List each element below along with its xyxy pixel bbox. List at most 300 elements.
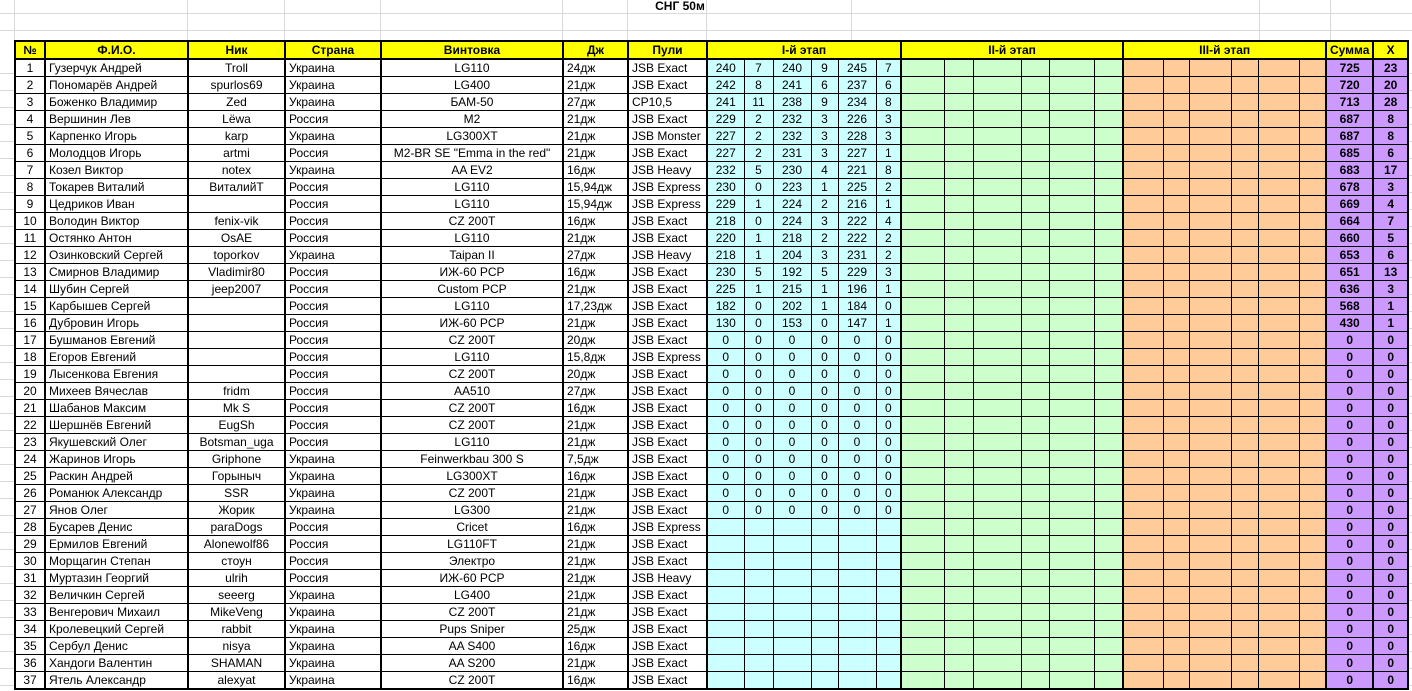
cell-number[interactable]: 34 (15, 621, 45, 638)
cell-joules[interactable]: 24дж (563, 59, 628, 77)
cell-stage1-series3[interactable]: 196 (838, 281, 876, 298)
cell-stage2-x2[interactable] (1021, 485, 1049, 502)
cell-stage3-series1[interactable] (1123, 213, 1163, 230)
cell-joules[interactable]: 20дж (563, 366, 628, 383)
cell-stage2-x3[interactable] (1094, 247, 1123, 264)
cell-stage2-x1[interactable] (944, 281, 973, 298)
cell-stage3-series2[interactable] (1189, 366, 1231, 383)
cell-stage3-x3[interactable] (1299, 77, 1326, 94)
cell-stage3-series1[interactable] (1123, 587, 1163, 604)
cell-x[interactable]: 0 (1373, 502, 1408, 519)
cell-nick[interactable]: spurlos69 (188, 77, 285, 94)
cell-pellets[interactable]: JSB Exact (628, 536, 707, 553)
cell-stage3-series3[interactable] (1258, 247, 1299, 264)
cell-stage2-series1[interactable] (901, 196, 944, 213)
cell-stage2-x1[interactable] (944, 230, 973, 247)
cell-joules[interactable]: 25дж (563, 621, 628, 638)
cell-stage1-x1[interactable]: 11 (744, 94, 773, 111)
cell-nick[interactable]: alexyat (188, 672, 285, 690)
cell-stage1-series1[interactable]: 240 (707, 59, 744, 77)
cell-stage2-x1[interactable] (944, 162, 973, 179)
cell-stage1-x1[interactable]: 0 (744, 366, 773, 383)
cell-rifle[interactable]: AA S400 (381, 638, 563, 655)
cell-stage1-x1[interactable] (744, 655, 773, 672)
cell-stage1-series2[interactable]: 0 (773, 366, 811, 383)
cell-stage3-x3[interactable] (1299, 315, 1326, 332)
cell-stage1-series2[interactable] (773, 604, 811, 621)
cell-stage3-x3[interactable] (1299, 451, 1326, 468)
cell-stage2-series2[interactable] (973, 196, 1021, 213)
cell-country[interactable]: Россия (285, 264, 381, 281)
cell-stage3-series3[interactable] (1258, 264, 1299, 281)
cell-stage2-x2[interactable] (1021, 77, 1049, 94)
cell-rifle[interactable]: LG400 (381, 77, 563, 94)
cell-stage1-x2[interactable]: 2 (811, 230, 838, 247)
cell-pellets[interactable]: JSB Exact (628, 672, 707, 690)
cell-country[interactable]: Россия (285, 349, 381, 366)
cell-stage1-series3[interactable]: 0 (838, 366, 876, 383)
cell-stage3-series1[interactable] (1123, 519, 1163, 536)
cell-country[interactable]: Украина (285, 94, 381, 111)
cell-sum[interactable]: 0 (1326, 519, 1373, 536)
cell-stage3-series3[interactable] (1258, 468, 1299, 485)
cell-number[interactable]: 25 (15, 468, 45, 485)
cell-stage1-series1[interactable]: 0 (707, 400, 744, 417)
cell-stage1-x3[interactable]: 1 (876, 315, 901, 332)
cell-stage2-x2[interactable] (1021, 417, 1049, 434)
cell-stage3-series2[interactable] (1189, 281, 1231, 298)
cell-joules[interactable]: 16дж (563, 638, 628, 655)
cell-stage3-series1[interactable] (1123, 655, 1163, 672)
cell-joules[interactable]: 27дж (563, 247, 628, 264)
cell-stage3-x1[interactable] (1163, 349, 1189, 366)
cell-stage3-x2[interactable] (1231, 434, 1258, 451)
cell-stage3-series2[interactable] (1189, 434, 1231, 451)
cell-stage1-x2[interactable]: 0 (811, 502, 838, 519)
cell-fio[interactable]: Романюк Александр (45, 485, 188, 502)
cell-stage2-series2[interactable] (973, 77, 1021, 94)
cell-x[interactable]: 0 (1373, 519, 1408, 536)
cell-stage1-x3[interactable]: 0 (876, 451, 901, 468)
cell-country[interactable]: Россия (285, 179, 381, 196)
cell-number[interactable]: 16 (15, 315, 45, 332)
cell-rifle[interactable]: LG110 (381, 179, 563, 196)
cell-stage1-series2[interactable] (773, 553, 811, 570)
cell-x[interactable]: 8 (1373, 128, 1408, 145)
cell-fio[interactable]: Вершинин Лев (45, 111, 188, 128)
cell-stage2-series1[interactable] (901, 145, 944, 162)
cell-stage3-x2[interactable] (1231, 638, 1258, 655)
cell-stage3-series3[interactable] (1258, 315, 1299, 332)
cell-stage3-series3[interactable] (1258, 621, 1299, 638)
cell-stage3-series1[interactable] (1123, 400, 1163, 417)
cell-stage2-series3[interactable] (1049, 553, 1094, 570)
cell-joules[interactable]: 21дж (563, 587, 628, 604)
cell-stage2-x2[interactable] (1021, 281, 1049, 298)
cell-stage2-x2[interactable] (1021, 451, 1049, 468)
cell-number[interactable]: 9 (15, 196, 45, 213)
cell-country[interactable]: Россия (285, 553, 381, 570)
cell-x[interactable]: 0 (1373, 587, 1408, 604)
cell-joules[interactable]: 21дж (563, 230, 628, 247)
cell-sum[interactable]: 0 (1326, 672, 1373, 690)
header-stage3[interactable]: III-й этап (1123, 41, 1326, 59)
cell-stage3-series2[interactable] (1189, 179, 1231, 196)
cell-x[interactable]: 0 (1373, 604, 1408, 621)
cell-stage1-series2[interactable] (773, 570, 811, 587)
cell-stage2-series3[interactable] (1049, 536, 1094, 553)
cell-x[interactable]: 13 (1373, 264, 1408, 281)
cell-stage2-x2[interactable] (1021, 366, 1049, 383)
cell-stage3-x1[interactable] (1163, 468, 1189, 485)
cell-stage2-x1[interactable] (944, 59, 973, 77)
cell-stage3-series2[interactable] (1189, 519, 1231, 536)
cell-stage2-series2[interactable] (973, 162, 1021, 179)
cell-stage3-series1[interactable] (1123, 366, 1163, 383)
cell-number[interactable]: 1 (15, 59, 45, 77)
cell-stage3-x2[interactable] (1231, 383, 1258, 400)
cell-stage3-x1[interactable] (1163, 213, 1189, 230)
cell-country[interactable]: Украина (285, 604, 381, 621)
cell-stage1-x1[interactable] (744, 553, 773, 570)
header-num[interactable]: № (15, 41, 45, 59)
cell-stage3-series1[interactable] (1123, 638, 1163, 655)
cell-stage2-x3[interactable] (1094, 604, 1123, 621)
cell-sum[interactable]: 0 (1326, 621, 1373, 638)
cell-country[interactable]: Россия (285, 298, 381, 315)
cell-stage3-series2[interactable] (1189, 587, 1231, 604)
cell-stage1-series1[interactable] (707, 536, 744, 553)
cell-nick[interactable]: Жорик (188, 502, 285, 519)
cell-stage3-x3[interactable] (1299, 400, 1326, 417)
cell-stage2-x1[interactable] (944, 94, 973, 111)
cell-stage1-x1[interactable]: 1 (744, 230, 773, 247)
cell-stage3-x3[interactable] (1299, 553, 1326, 570)
cell-number[interactable]: 37 (15, 672, 45, 690)
cell-stage3-series2[interactable] (1189, 128, 1231, 145)
cell-pellets[interactable]: JSB Exact (628, 77, 707, 94)
cell-stage3-x3[interactable] (1299, 162, 1326, 179)
cell-stage3-x1[interactable] (1163, 247, 1189, 264)
cell-stage3-x2[interactable] (1231, 451, 1258, 468)
cell-stage2-series1[interactable] (901, 672, 944, 690)
cell-stage2-series1[interactable] (901, 332, 944, 349)
cell-fio[interactable]: Муртазин Георгий (45, 570, 188, 587)
cell-stage3-series1[interactable] (1123, 502, 1163, 519)
cell-stage2-series2[interactable] (973, 179, 1021, 196)
cell-stage2-x3[interactable] (1094, 59, 1123, 77)
cell-stage2-series3[interactable] (1049, 604, 1094, 621)
cell-pellets[interactable]: JSB Exact (628, 451, 707, 468)
cell-stage2-x2[interactable] (1021, 298, 1049, 315)
cell-country[interactable]: Россия (285, 315, 381, 332)
cell-rifle[interactable]: ИЖ-60 PCP (381, 570, 563, 587)
cell-joules[interactable]: 16дж (563, 213, 628, 230)
cell-stage2-x1[interactable] (944, 587, 973, 604)
cell-stage3-series3[interactable] (1258, 604, 1299, 621)
cell-rifle[interactable]: LG300 (381, 502, 563, 519)
cell-pellets[interactable]: JSB Exact (628, 587, 707, 604)
cell-stage3-x1[interactable] (1163, 77, 1189, 94)
cell-stage1-x3[interactable]: 0 (876, 349, 901, 366)
cell-sum[interactable]: 0 (1326, 570, 1373, 587)
cell-x[interactable]: 0 (1373, 434, 1408, 451)
cell-fio[interactable]: Бусарев Денис (45, 519, 188, 536)
cell-stage2-series1[interactable] (901, 77, 944, 94)
cell-stage1-x3[interactable]: 7 (876, 59, 901, 77)
cell-stage1-x1[interactable]: 0 (744, 400, 773, 417)
cell-stage3-x2[interactable] (1231, 196, 1258, 213)
cell-country[interactable]: Украина (285, 485, 381, 502)
cell-nick[interactable]: EugSh (188, 417, 285, 434)
cell-stage1-series1[interactable]: 182 (707, 298, 744, 315)
cell-nick[interactable]: MikeVeng (188, 604, 285, 621)
cell-stage2-x3[interactable] (1094, 298, 1123, 315)
cell-fio[interactable]: Боженко Владимир (45, 94, 188, 111)
cell-stage1-series3[interactable]: 0 (838, 468, 876, 485)
cell-number[interactable]: 14 (15, 281, 45, 298)
cell-pellets[interactable]: JSB Exact (628, 502, 707, 519)
cell-nick[interactable]: ulrih (188, 570, 285, 587)
cell-country[interactable]: Россия (285, 213, 381, 230)
cell-stage3-x1[interactable] (1163, 604, 1189, 621)
cell-stage2-series3[interactable] (1049, 638, 1094, 655)
cell-fio[interactable]: Кролевецкий Сергей (45, 621, 188, 638)
cell-stage1-series1[interactable]: 227 (707, 128, 744, 145)
cell-stage2-x1[interactable] (944, 417, 973, 434)
cell-stage3-series1[interactable] (1123, 417, 1163, 434)
cell-fio[interactable]: Цедриков Иван (45, 196, 188, 213)
cell-stage1-x2[interactable] (811, 638, 838, 655)
cell-stage3-series3[interactable] (1258, 298, 1299, 315)
cell-number[interactable]: 27 (15, 502, 45, 519)
cell-joules[interactable]: 16дж (563, 400, 628, 417)
cell-stage1-series2[interactable] (773, 587, 811, 604)
cell-stage1-series2[interactable]: 0 (773, 383, 811, 400)
cell-stage1-series3[interactable]: 237 (838, 77, 876, 94)
cell-pellets[interactable]: JSB Monster (628, 128, 707, 145)
cell-fio[interactable]: Ятель Александр (45, 672, 188, 690)
cell-stage2-x2[interactable] (1021, 604, 1049, 621)
cell-stage2-series3[interactable] (1049, 94, 1094, 111)
cell-stage2-x1[interactable] (944, 366, 973, 383)
cell-stage1-series1[interactable]: 241 (707, 94, 744, 111)
cell-stage1-series1[interactable]: 230 (707, 179, 744, 196)
cell-pellets[interactable]: JSB Express (628, 196, 707, 213)
cell-stage1-x3[interactable]: 0 (876, 298, 901, 315)
cell-stage3-x2[interactable] (1231, 298, 1258, 315)
cell-stage1-x1[interactable]: 0 (744, 502, 773, 519)
cell-stage2-x2[interactable] (1021, 570, 1049, 587)
cell-stage1-x3[interactable]: 1 (876, 196, 901, 213)
cell-country[interactable]: Украина (285, 587, 381, 604)
cell-pellets[interactable]: JSB Heavy (628, 570, 707, 587)
cell-stage1-series1[interactable]: 229 (707, 196, 744, 213)
cell-stage1-series2[interactable]: 215 (773, 281, 811, 298)
cell-stage2-series1[interactable] (901, 94, 944, 111)
cell-stage3-x1[interactable] (1163, 553, 1189, 570)
cell-fio[interactable]: Озинковский Сергей (45, 247, 188, 264)
cell-stage3-x2[interactable] (1231, 519, 1258, 536)
cell-stage3-x3[interactable] (1299, 111, 1326, 128)
cell-stage2-x2[interactable] (1021, 315, 1049, 332)
cell-stage2-x3[interactable] (1094, 655, 1123, 672)
cell-stage3-series3[interactable] (1258, 672, 1299, 690)
cell-rifle[interactable]: CZ 200T (381, 604, 563, 621)
cell-stage1-x3[interactable]: 1 (876, 281, 901, 298)
cell-x[interactable]: 6 (1373, 145, 1408, 162)
cell-stage2-x3[interactable] (1094, 485, 1123, 502)
cell-stage2-series2[interactable] (973, 468, 1021, 485)
cell-sum[interactable]: 713 (1326, 94, 1373, 111)
cell-stage1-series3[interactable]: 0 (838, 417, 876, 434)
cell-stage3-series3[interactable] (1258, 196, 1299, 213)
cell-stage3-series2[interactable] (1189, 213, 1231, 230)
cell-stage2-x2[interactable] (1021, 247, 1049, 264)
cell-stage2-series1[interactable] (901, 179, 944, 196)
cell-stage1-x1[interactable]: 0 (744, 485, 773, 502)
cell-stage3-x1[interactable] (1163, 587, 1189, 604)
cell-stage2-series3[interactable] (1049, 213, 1094, 230)
cell-pellets[interactable]: CP10,5 (628, 94, 707, 111)
cell-country[interactable]: Украина (285, 621, 381, 638)
cell-stage3-series1[interactable] (1123, 451, 1163, 468)
cell-country[interactable]: Россия (285, 519, 381, 536)
cell-stage2-x2[interactable] (1021, 638, 1049, 655)
cell-number[interactable]: 15 (15, 298, 45, 315)
cell-stage3-x2[interactable] (1231, 213, 1258, 230)
cell-stage1-series3[interactable]: 216 (838, 196, 876, 213)
cell-stage3-series1[interactable] (1123, 468, 1163, 485)
cell-stage1-series3[interactable]: 0 (838, 451, 876, 468)
cell-stage3-x3[interactable] (1299, 570, 1326, 587)
cell-rifle[interactable]: LG400 (381, 587, 563, 604)
cell-stage1-x1[interactable]: 0 (744, 434, 773, 451)
cell-stage3-x3[interactable] (1299, 366, 1326, 383)
cell-joules[interactable]: 27дж (563, 94, 628, 111)
cell-stage1-series2[interactable]: 204 (773, 247, 811, 264)
cell-pellets[interactable]: JSB Exact (628, 400, 707, 417)
cell-stage3-series1[interactable] (1123, 298, 1163, 315)
cell-stage2-series3[interactable] (1049, 417, 1094, 434)
cell-number[interactable]: 21 (15, 400, 45, 417)
cell-nick[interactable]: fenix-vik (188, 213, 285, 230)
cell-stage1-series2[interactable]: 224 (773, 213, 811, 230)
cell-joules[interactable]: 17,23дж (563, 298, 628, 315)
cell-stage3-x3[interactable] (1299, 196, 1326, 213)
cell-stage2-x3[interactable] (1094, 162, 1123, 179)
cell-sum[interactable]: 685 (1326, 145, 1373, 162)
cell-stage2-series2[interactable] (973, 213, 1021, 230)
cell-stage3-series2[interactable] (1189, 502, 1231, 519)
cell-stage3-series1[interactable] (1123, 383, 1163, 400)
cell-pellets[interactable]: JSB Exact (628, 485, 707, 502)
cell-rifle[interactable]: Cricet (381, 519, 563, 536)
cell-country[interactable]: Россия (285, 111, 381, 128)
cell-pellets[interactable]: JSB Exact (628, 332, 707, 349)
cell-stage2-series2[interactable] (973, 366, 1021, 383)
cell-stage2-series1[interactable] (901, 485, 944, 502)
cell-stage2-series1[interactable] (901, 553, 944, 570)
cell-stage3-x3[interactable] (1299, 145, 1326, 162)
cell-fio[interactable]: Козел Виктор (45, 162, 188, 179)
cell-stage3-series1[interactable] (1123, 621, 1163, 638)
cell-country[interactable]: Россия (285, 230, 381, 247)
cell-stage1-series1[interactable]: 225 (707, 281, 744, 298)
cell-stage3-series1[interactable] (1123, 536, 1163, 553)
cell-stage1-series1[interactable]: 0 (707, 468, 744, 485)
cell-stage3-series3[interactable] (1258, 451, 1299, 468)
cell-stage2-series1[interactable] (901, 128, 944, 145)
cell-nick[interactable] (188, 298, 285, 315)
cell-stage1-x1[interactable]: 0 (744, 315, 773, 332)
cell-number[interactable]: 31 (15, 570, 45, 587)
cell-stage1-series3[interactable]: 234 (838, 94, 876, 111)
cell-stage2-x3[interactable] (1094, 587, 1123, 604)
cell-stage2-series3[interactable] (1049, 281, 1094, 298)
cell-stage3-x1[interactable] (1163, 570, 1189, 587)
cell-stage3-series3[interactable] (1258, 638, 1299, 655)
cell-stage2-x2[interactable] (1021, 230, 1049, 247)
cell-stage1-x1[interactable]: 1 (744, 281, 773, 298)
cell-stage1-series3[interactable] (838, 519, 876, 536)
cell-stage2-series2[interactable] (973, 349, 1021, 366)
cell-stage1-series3[interactable] (838, 570, 876, 587)
cell-stage1-x1[interactable]: 2 (744, 145, 773, 162)
cell-stage2-x1[interactable] (944, 349, 973, 366)
cell-stage1-x3[interactable]: 1 (876, 145, 901, 162)
cell-sum[interactable]: 0 (1326, 400, 1373, 417)
cell-stage3-x1[interactable] (1163, 502, 1189, 519)
cell-stage1-series1[interactable] (707, 553, 744, 570)
cell-number[interactable]: 10 (15, 213, 45, 230)
cell-stage1-x2[interactable]: 0 (811, 332, 838, 349)
cell-rifle[interactable]: CZ 200T (381, 672, 563, 690)
cell-stage2-series2[interactable] (973, 128, 1021, 145)
cell-stage3-x1[interactable] (1163, 281, 1189, 298)
cell-stage1-series2[interactable]: 0 (773, 434, 811, 451)
cell-stage1-x2[interactable] (811, 536, 838, 553)
cell-stage3-x3[interactable] (1299, 655, 1326, 672)
cell-stage2-series3[interactable] (1049, 332, 1094, 349)
cell-stage2-series1[interactable] (901, 315, 944, 332)
cell-sum[interactable]: 0 (1326, 332, 1373, 349)
cell-stage1-x1[interactable]: 8 (744, 77, 773, 94)
cell-stage3-series3[interactable] (1258, 230, 1299, 247)
cell-stage3-series3[interactable] (1258, 400, 1299, 417)
cell-stage3-series2[interactable] (1189, 638, 1231, 655)
cell-stage1-series2[interactable]: 0 (773, 502, 811, 519)
cell-stage1-series1[interactable] (707, 621, 744, 638)
cell-x[interactable]: 0 (1373, 638, 1408, 655)
cell-stage2-series2[interactable] (973, 553, 1021, 570)
cell-stage1-x3[interactable] (876, 570, 901, 587)
cell-stage1-series2[interactable]: 0 (773, 485, 811, 502)
cell-stage2-series2[interactable] (973, 417, 1021, 434)
cell-stage2-x2[interactable] (1021, 587, 1049, 604)
cell-stage3-series1[interactable] (1123, 349, 1163, 366)
cell-stage2-x3[interactable] (1094, 128, 1123, 145)
cell-number[interactable]: 2 (15, 77, 45, 94)
cell-stage3-series2[interactable] (1189, 162, 1231, 179)
cell-stage3-x1[interactable] (1163, 536, 1189, 553)
cell-number[interactable]: 22 (15, 417, 45, 434)
cell-stage3-series1[interactable] (1123, 604, 1163, 621)
cell-number[interactable]: 19 (15, 366, 45, 383)
cell-stage2-series1[interactable] (901, 59, 944, 77)
cell-number[interactable]: 36 (15, 655, 45, 672)
cell-pellets[interactable]: JSB Exact (628, 111, 707, 128)
